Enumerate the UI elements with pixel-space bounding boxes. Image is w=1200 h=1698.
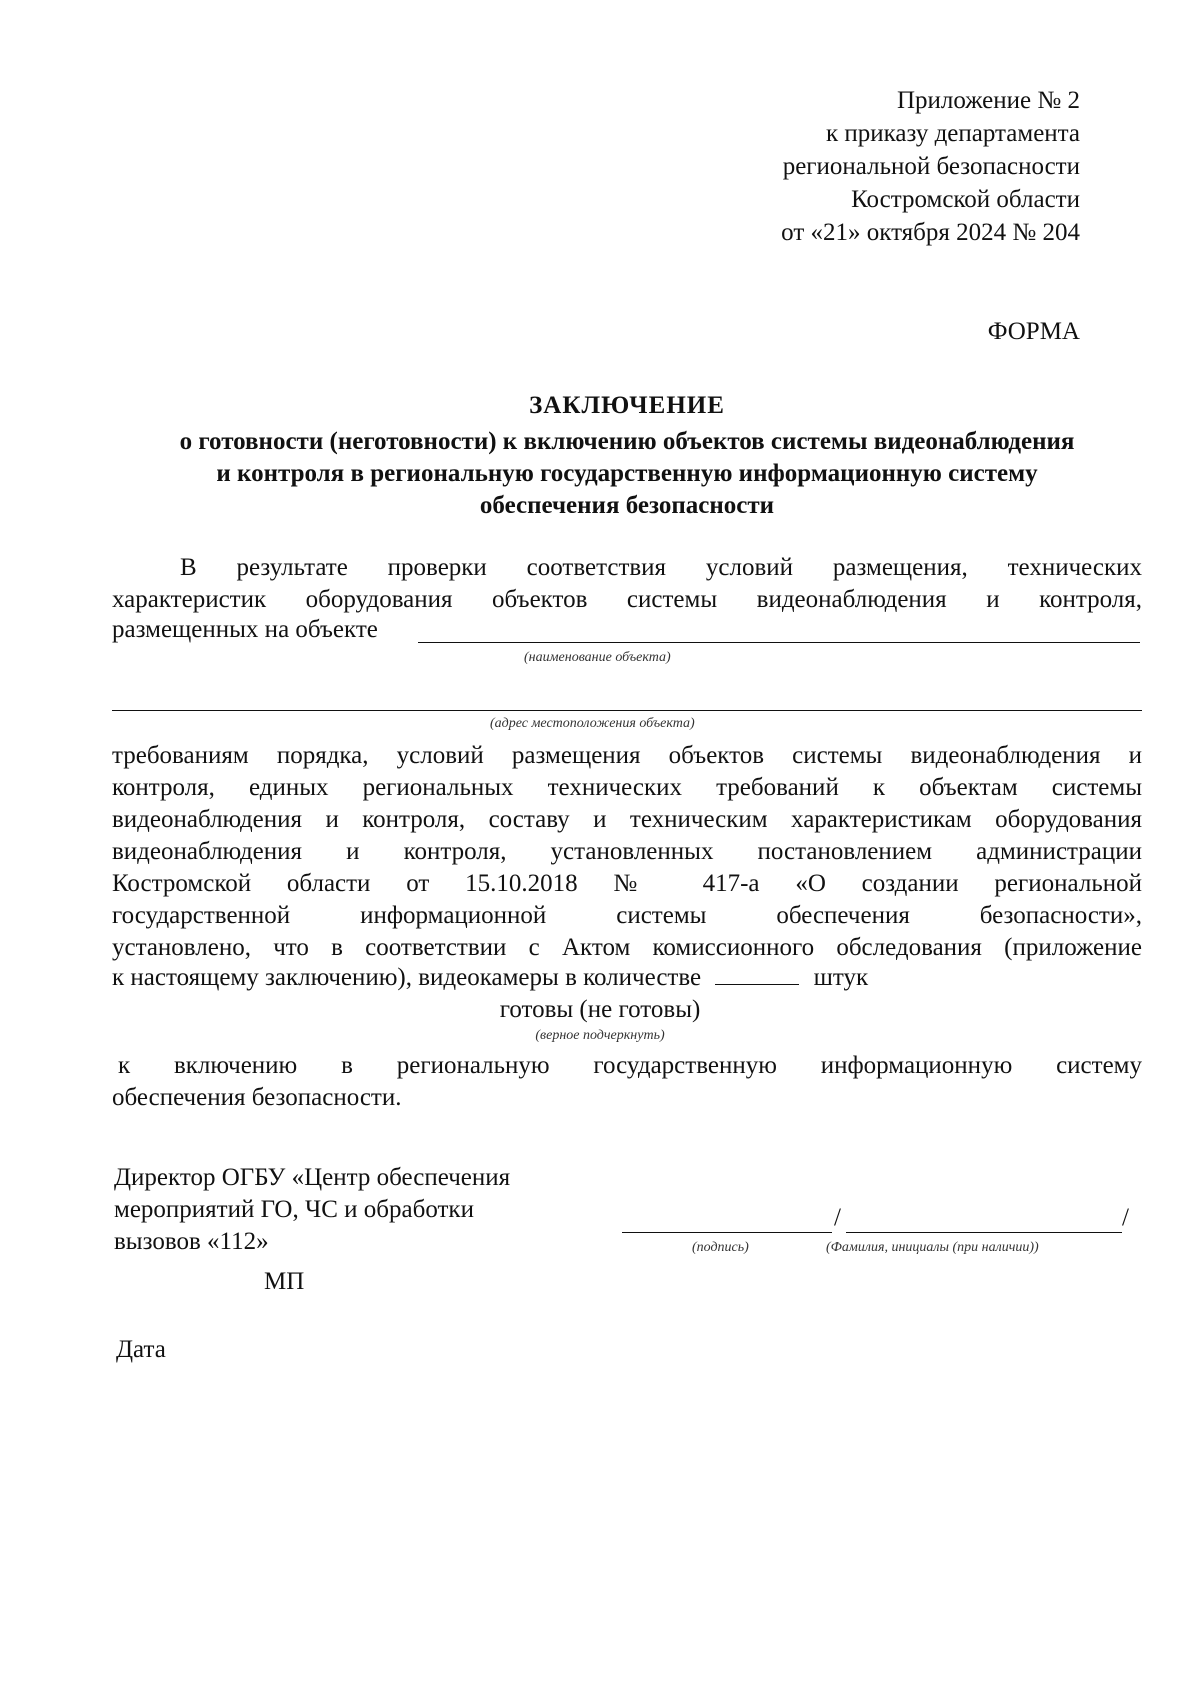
appendix-block [560,84,1080,249]
director-line-3: вызовов «112» [114,1228,269,1255]
date-label: Дата [116,1336,166,1363]
body-line-1: требованиям порядка, условий размещения объектов системы видеонаблюдения и [112,742,1142,769]
appendix-line-4: Костромской области [851,186,1080,213]
director-line-1: Директор ОГБУ «Центр обеспечения [114,1164,511,1191]
title-main: ЗАКЛЮЧЕНИЕ [529,392,725,419]
body-line-3: видеонаблюдения и контроля, составу и техническим характеристикам оборудования [112,806,1142,833]
body-line-5: Костромской области от 15.10.2018 № 417-а «О создании региональной [112,870,1142,897]
body-line-8 [112,964,868,992]
title-sub-1: о готовности (неготовности) к включению объектов системы видеонаблюдения [179,428,1075,455]
title-sub-2: и контроля в региональную государственную информационную систему [216,460,1038,487]
seal-label: МП [264,1268,305,1295]
appendix-line-5: от «21» октября 2024 № 204 [781,219,1080,246]
signature-slash-1: / [834,1204,841,1231]
title-sub-3: обеспечения безопасности [479,492,775,519]
signature-slash-2: / [1122,1204,1129,1231]
caption-signature: (подпись) [692,1240,749,1255]
caption-full-name: (Фамилия, инициалы (при наличии)) [826,1240,1039,1255]
body-line-9: к включению в региональную государственную информационную систему [118,1052,1142,1079]
caption-object-address: (адрес местоположения объекта) [490,716,695,731]
intro-line-1: В результате проверки соответствия условий размещения, технических [180,554,1142,581]
full-name-field[interactable] [846,1232,1122,1233]
appendix-line-3: региональной безопасности [782,153,1080,180]
document-title [112,390,1142,522]
body-line-8-suffix: штук [813,964,869,991]
body-line-4: видеонаблюдения и контроля, установленных постановлением администрации [112,838,1142,865]
body-line-7: установлено, что в соответствии с Актом комиссионного обследования (приложение [112,934,1142,961]
director-title [114,1162,510,1258]
body-line-6: государственной информационной системы обеспечения безопасности», [112,902,1142,929]
signature-field[interactable] [622,1232,832,1233]
camera-count-field[interactable] [715,983,799,985]
intro-line-3: размещенных на объекте [112,616,378,643]
intro-line-2: характеристик оборудования объектов системы видеонаблюдения и контроля, [112,586,1142,613]
appendix-line-2: к приказу департамента [825,120,1080,147]
caption-object-name: (наименование объекта) [524,650,671,665]
ready-status: готовы (не готовы) [499,996,701,1023]
object-address-field[interactable] [112,710,1142,711]
body-line-10: обеспечения безопасности. [112,1084,402,1111]
body-line-8-prefix: к настоящему заключению), видеокамеры в количестве [112,964,702,991]
body-line-2: контроля, единых региональных технических требований к объектам системы [112,774,1142,801]
director-line-2: мероприятий ГО, ЧС и обработки [114,1196,474,1223]
caption-underline-correct: (верное подчеркнуть) [535,1028,665,1043]
appendix-line-1: Приложение № 2 [896,87,1080,114]
object-name-field[interactable] [418,642,1140,643]
form-label: ФОРМА [987,318,1080,345]
